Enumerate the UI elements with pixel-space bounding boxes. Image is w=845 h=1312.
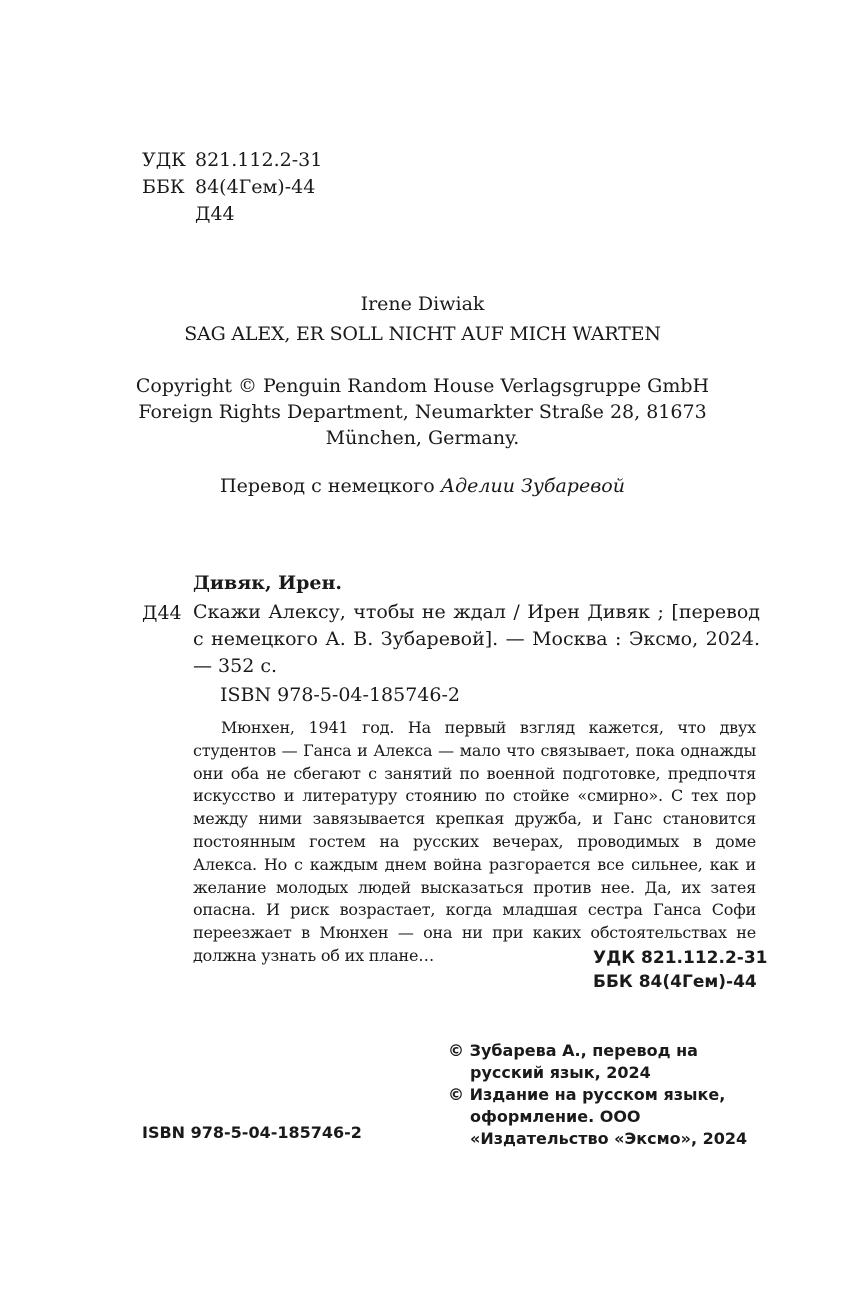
card-author-code: Д44 [142,602,182,624]
original-title: SAG ALEX, ER SOLL NICHT AUF MICH WARTEN [184,323,661,345]
copyright-line: Foreign Rights Department, Neumarkter Straße 28, 81673 [138,401,707,423]
translator-name: Аделии Зубаревой [440,475,625,497]
udk-row [142,147,322,174]
translation-prefix: Перевод с немецкого [220,475,435,497]
rights-edition: © Издание на русском языке, оформление. ООО «Издательство «Эксмо», 2024 [448,1085,748,1148]
copyright-line: München, Germany. [325,427,520,449]
bottom-isbn: ISBN 978-5-04-185746-2 [142,1123,362,1142]
index-block [593,946,768,994]
udk-value: 821.112.2-31 [195,149,323,171]
bbk-value: 84(4Гем)-44 [195,176,316,198]
rights-block [448,1040,763,1150]
author-mark: Д44 [195,203,235,225]
author-mark-row [142,201,322,228]
card-author-heading: Дивяк, Ирен. [193,572,343,594]
original-author: Irene Diwiak [360,293,485,315]
annotation: Мюнхен, 1941 год. На первый взгляд кажется, что двух студентов — Ганса и Алекса — мало что связывает, пока однажды они оба не сбегают с занятий по военной подготовке, предпочтя искусство и литературу стоянию по стойке «смирно». С тех пор между ними завязывается крепкая дружба, и Ганс становится постоянным гостем на русских вечерах, проводимых в доме Алекса. Но с каждым днем война разгорается все сильнее, как и желание молодых людей высказаться против нее. Да, их затея опасна. И риск возрастает, когда младшая сестра Ганса Софи переезжает в Мюнхен — она ни при каких обстоятельствах не должна узнать об их плане… [193,718,756,965]
rights-translation: © Зубарева А., перевод на русский язык, 2024 [448,1041,698,1082]
copyright-line: Copyright © Penguin Random House Verlagsgruppe GmbH [135,375,710,397]
translation-credit [0,473,845,499]
card-isbn: ISBN 978-5-04-185746-2 [220,684,460,706]
index-bbk: ББК 84(4Гем)-44 [593,972,757,992]
card-description: Скажи Алексу, чтобы не ждал / Ирен Дивяк ; [перевод с немецкого А. В. Зубаревой]. — Москва : Эксмо, 2024. — 352 с. [193,601,760,677]
udk-block [142,147,322,228]
index-udk: УДК 821.112.2-31 [593,948,768,968]
copyright-notice [0,373,845,451]
bbk-row [142,174,322,201]
udk-label: УДК [142,149,186,171]
bbk-label: ББК [142,176,185,198]
